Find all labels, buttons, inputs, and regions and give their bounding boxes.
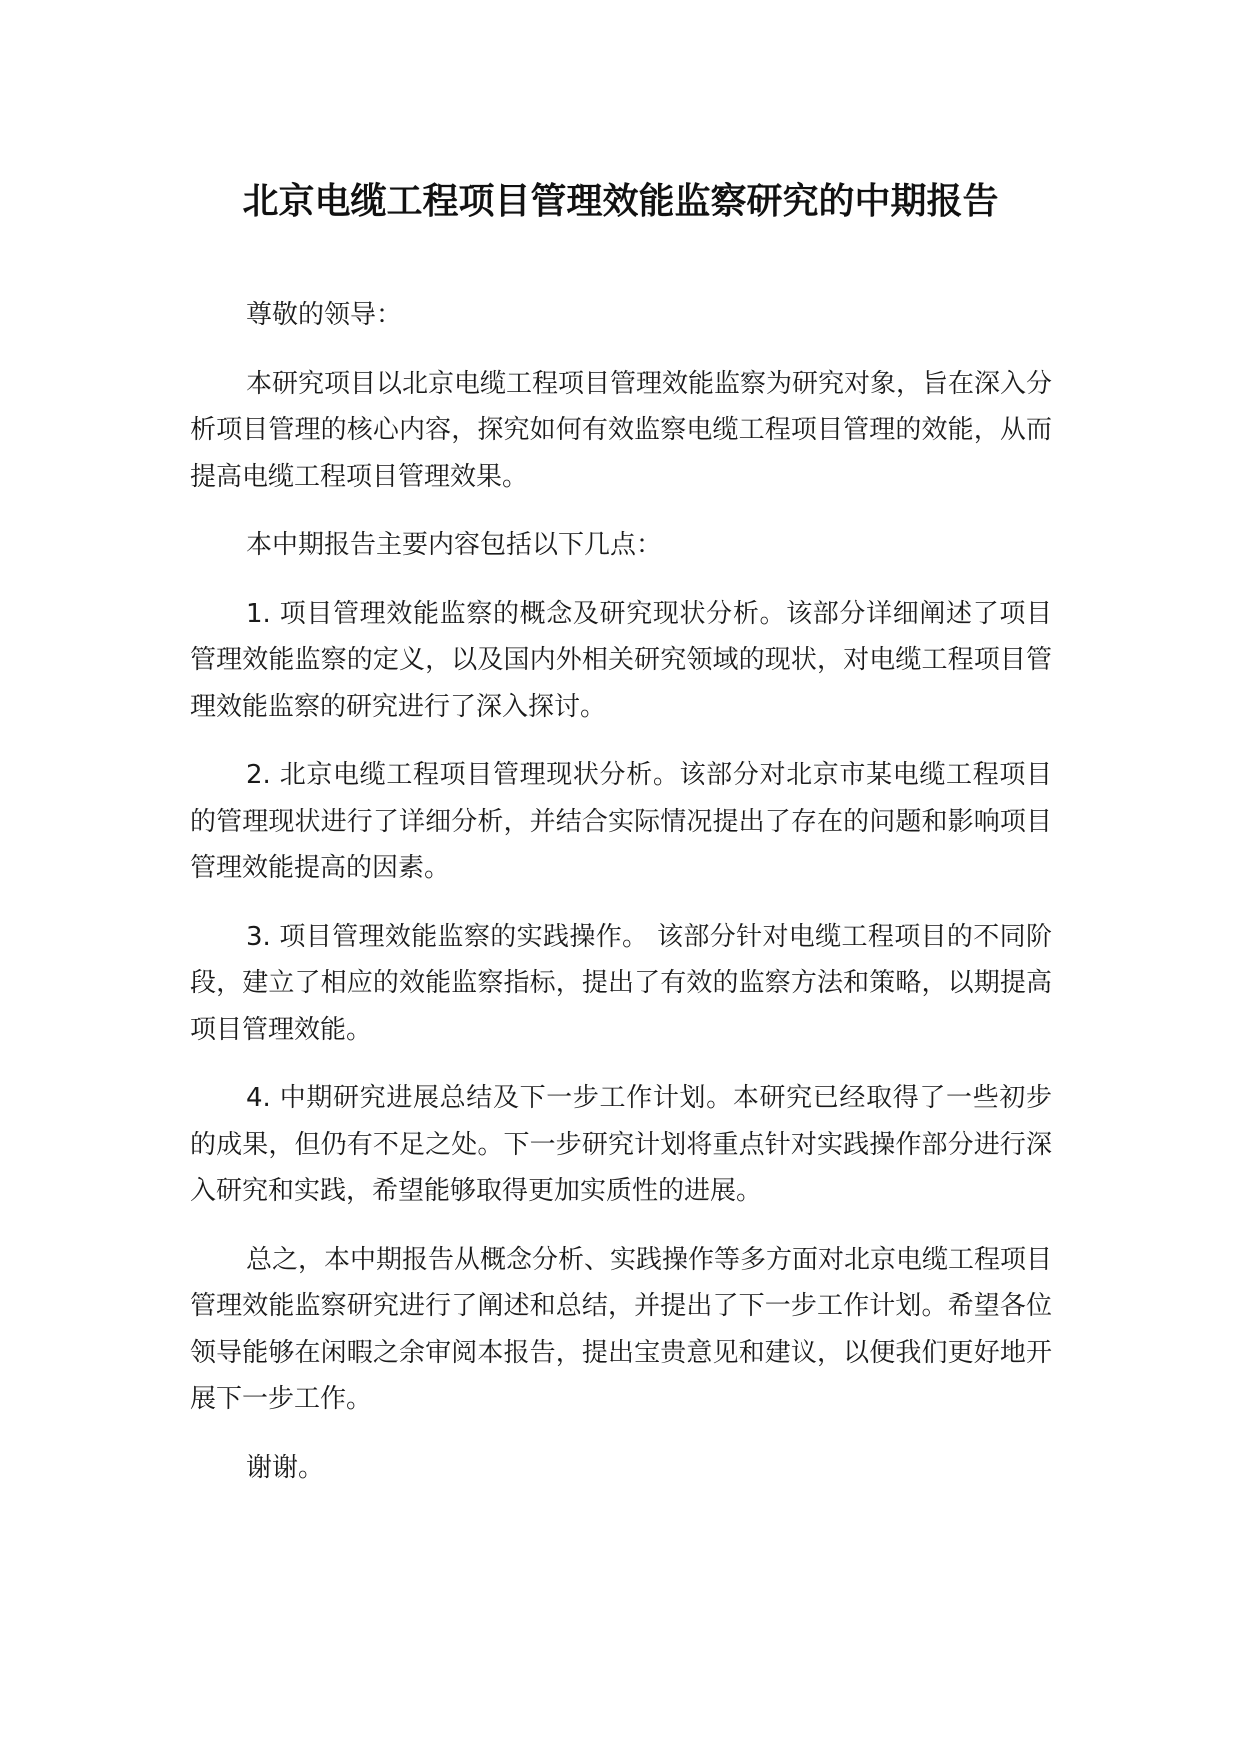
paragraph-point-1: 1. 项目管理效能监察的概念及研究现状分析。该部分详细阐述了项目管理效能监察的定义，以及国内外相关研究领域的现状，对电缆工程项目管理效能监察的研究进行了深入探讨。 (190, 598, 1052, 722)
paragraph-point-3: 3. 项目管理效能监察的实践操作。 该部分针对电缆工程项目的不同阶段，建立了相应的效能监察指标，提出了有效的监察方法和策略，以期提高项目管理效能。 (190, 921, 1052, 1045)
greeting: 尊敬的领导： (246, 300, 403, 330)
paragraph-summary: 总之，本中期报告从概念分析、实践操作等多方面对北京电缆工程项目管理效能监察研究进行了阐述和总结，并提出了下一步工作计划。希望各位领导能够在闲暇之余审阅本报告，提出宝贵意见和建议，以便我们更好地开展下一步工作。 (190, 1244, 1053, 1414)
paragraph-intro: 本研究项目以北京电缆工程项目管理效能监察为研究对象，旨在深入分析项目管理的核心内容，探究如何有效监察电缆工程项目管理的效能，从而提高电缆工程项目管理效果。 (190, 368, 1053, 492)
document-title: 北京电缆工程项目管理效能监察研究的中期报告 (242, 181, 999, 222)
closing-thanks: 谢谢。 (246, 1452, 325, 1483)
document-body (190, 292, 1052, 1513)
paragraph-point-2: 2. 北京电缆工程项目管理现状分析。该部分对北京市某电缆工程项目的管理现状进行了详细分析，并结合实际情况提出了存在的问题和影响项目管理效能提高的因素。 (190, 760, 1052, 883)
paragraph-contents-lead: 本中期报告主要内容包括以下几点： (246, 530, 663, 560)
paragraph-point-4: 4. 中期研究进展总结及下一步工作计划。本研究已经取得了一些初步的成果，但仍有不足之处。下一步研究计划将重点针对实践操作部分进行深入研究和实践，希望能够取得更加实质性的进展。 (190, 1083, 1052, 1206)
